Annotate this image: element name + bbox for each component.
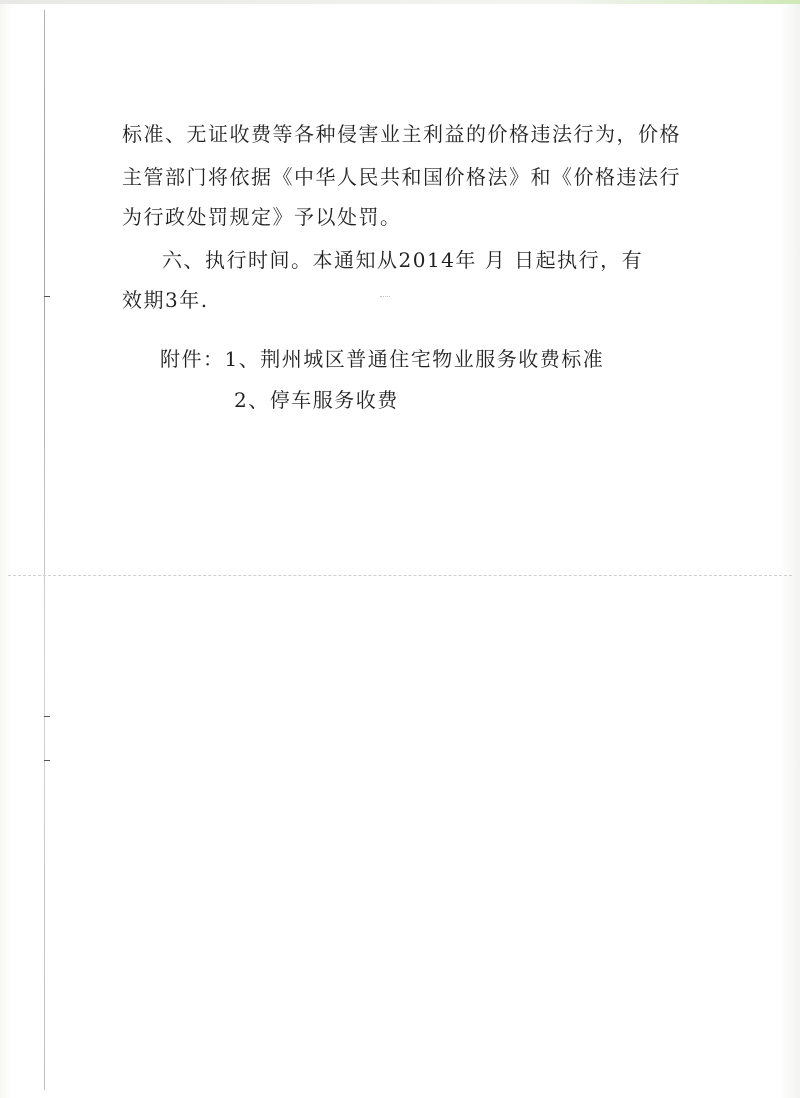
scan-top-edge: [0, 0, 800, 4]
body-text-line: 主管部门将依据《中华人民共和国价格法》和《价格违法行: [122, 165, 681, 189]
margin-tick-mark: [44, 760, 50, 761]
binding-margin-line: [44, 10, 45, 1090]
section-six-line: 六、执行时间。本通知从2014年 月 日起执行，有: [162, 248, 644, 272]
attachment-item-1: 附件：1、荆州城区普通住宅物业服务收费标准: [160, 347, 605, 371]
margin-tick-mark: [44, 296, 50, 297]
margin-tick-mark: [44, 716, 50, 717]
paper-fold-line: [8, 575, 792, 576]
body-text-line: 效期3年.: [122, 288, 209, 312]
body-text-line: 标准、无证收费等各种侵害业主利益的价格违法行为，价格: [122, 122, 681, 146]
attachment-item-2: 2、停车服务收费: [234, 388, 399, 412]
scan-speck: [380, 296, 390, 301]
body-text-line: 为行政处罚规定》予以处罚。: [122, 205, 402, 229]
